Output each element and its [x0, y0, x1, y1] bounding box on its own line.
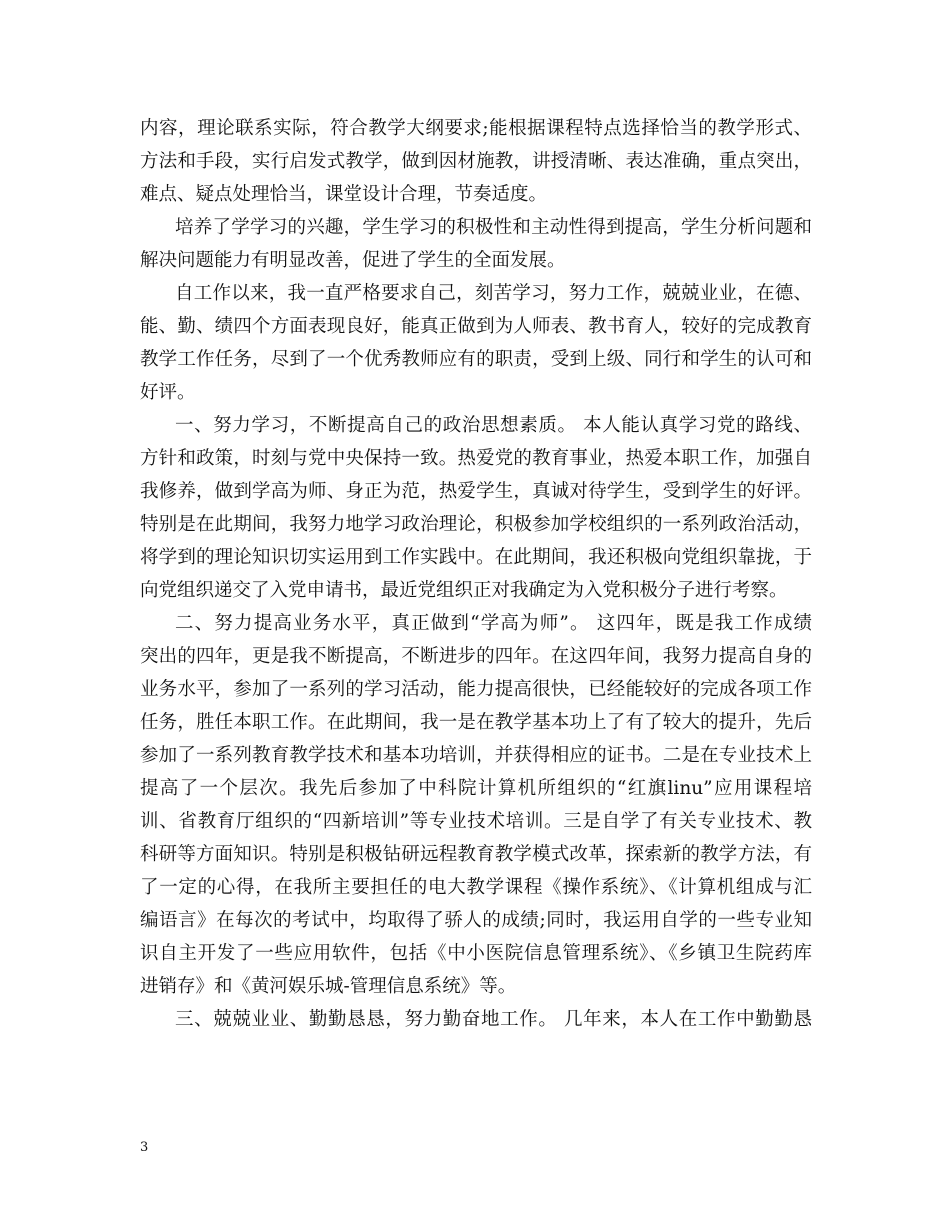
text-line: 内容，理论联系实际，符合教学大纲要求;能根据课程特点选择恰当的教学形式、: [140, 118, 812, 139]
text-line: 解决问题能力有明显改善，促进了学生的全面发展。: [140, 250, 566, 271]
text-line: 能、勤、绩四个方面表现良好，能真正做到为人师表、教书育人，较好的完成教育: [140, 316, 812, 337]
text-line: 向党组织递交了入党申请书，最近党组织正对我确定为入党积极分子进行考察。: [140, 580, 788, 601]
text-line: 一、努力学习，不断提高自己的政治思想素质。 本人能认真学习党的路线、: [175, 415, 812, 436]
page-number: 3: [140, 1140, 149, 1155]
text-line: 方针和政策，时刻与党中央保持一致。热爱党的教育事业，热爱本职工作，加强自: [140, 448, 812, 469]
text-line: 参加了一系列教育教学技术和基本功培训，并获得相应的证书。二是在专业技术上: [140, 745, 812, 766]
text-line: 科研等方面知识。特别是积极钻研远程教育教学模式改革，探索新的教学方法，有: [140, 844, 812, 865]
text-line: 方法和手段，实行启发式教学，做到因材施教，讲授清晰、表达准确，重点突出，: [140, 151, 812, 172]
text-line: 突出的四年，更是我不断提高，不断进步的四年。在这四年间，我努力提高自身的: [140, 646, 812, 667]
paragraph: [140, 409, 812, 607]
text-line: 将学到的理论知识切实运用到工作实践中。在此期间，我还积极向党组织靠拢，于: [140, 547, 812, 568]
text-line: 难点、疑点处理恰当，课堂设计合理，节奏适度。: [140, 184, 548, 205]
document-body: [140, 112, 812, 1036]
paragraph: [140, 277, 812, 409]
text-line: 任务，胜任本职工作。在此期间，我一是在教学基本功上了有了较大的提升，先后: [140, 712, 812, 733]
text-line: 识自主开发了一些应用软件，包括《中小医院信息管理系统》、《乡镇卫生院药库: [140, 943, 812, 964]
paragraph: [140, 211, 812, 277]
paragraph: [140, 112, 812, 211]
text-line: 编语言》在每次的考试中，均取得了骄人的成绩;同时，我运用自学的一些专业知: [140, 910, 812, 931]
paragraph: [140, 1003, 812, 1036]
text-line: 业务水平，参加了一系列的学习活动，能力提高很快，已经能较好的完成各项工作: [140, 679, 812, 700]
text-line: 提高了一个层次。我先后参加了中科院计算机所组织的“红旗linu”应用课程培: [140, 778, 812, 799]
text-line: 好评。: [140, 382, 196, 403]
text-line: 训、省教育厅组织的“四新培训”等专业技术培训。三是自学了有关专业技术、教: [140, 811, 812, 832]
paragraph: [140, 607, 812, 1003]
text-line: 三、兢兢业业、勤勤恳恳，努力勤奋地工作。 几年来，本人在工作中勤勤恳: [175, 1009, 812, 1030]
text-line: 教学工作任务，尽到了一个优秀教师应有的职责，受到上级、同行和学生的认可和: [140, 349, 812, 370]
text-line: 自工作以来，我一直严格要求自己，刻苦学习，努力工作，兢兢业业，在德、: [175, 283, 812, 304]
text-line: 了一定的心得，在我所主要担任的电大教学课程《操作系统》、《计算机组成与汇: [140, 877, 812, 898]
text-line: 进销存》和《黄河娱乐城-管理信息系统》等。: [140, 976, 517, 997]
text-line: 特别是在此期间，我努力地学习政治理论，积极参加学校组织的一系列政治活动，: [140, 514, 812, 535]
text-line: 培养了学学习的兴趣，学生学习的积极性和主动性得到提高，学生分析问题和: [175, 217, 812, 238]
text-line: 我修养，做到学高为师、身正为范，热爱学生，真诚对待学生，受到学生的好评。: [140, 481, 812, 502]
text-line: 二、努力提高业务水平，真正做到“学高为师”。 这四年，既是我工作成绩: [175, 613, 812, 634]
